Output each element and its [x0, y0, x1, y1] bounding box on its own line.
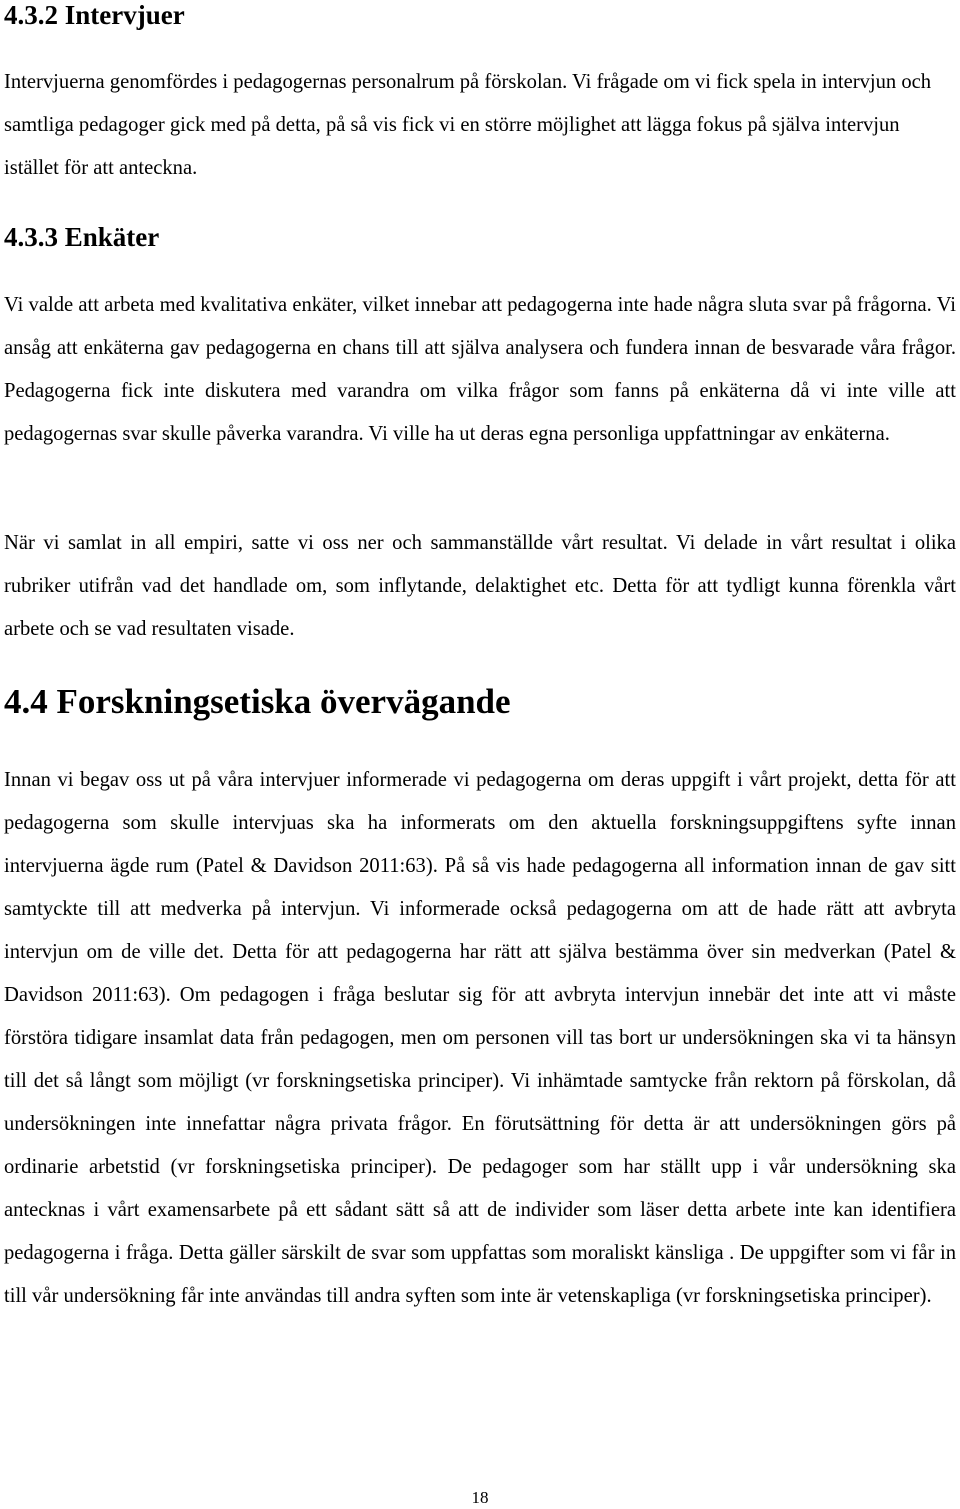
- paragraph-forskningsetik: Innan vi begav oss ut på våra intervjuer informerade vi pedagogerna om deras uppgift i vårt projekt, detta för att pedagogerna som skulle intervjuas ska ha informerats om den aktuella forskningsuppgiftens syfte innan intervjuerna ägde rum (Patel & Davidson 2011:63). På så vis hade pedagogerna all information innan de gav sitt samtyckte till att medverka på intervjun. Vi informerade också pedagogerna om att de hade rätt att avbryta intervjun om de ville det. Detta för att pedagogerna har rätt att själva bestämma över sin medverkan (Patel & Davidson 2011:63). Om pedagogen i fråga beslutar sig för att avbryta intervjun innebär det inte att vi måste förstöra tidigare insamlat data från pedagogen, men om personen vill tas bort ur undersökningen ska vi ta hänsyn till det så långt som möjligt (vr forskningsetiska principer). Vi inhämtade samtycke från rektorn på förskolan, då undersökningen inte innefattar några privata frågor. En förutsättning för detta är att undersökningen görs på ordinarie arbetstid (vr forskningsetiska principer). De pedagoger som har ställt upp i vår undersökning ska antecknas i vårt examensarbete på ett sådant sätt så att de individer som läser detta arbete inte kan identifiera pedagogerna i fråga. Detta gäller särskilt de svar som uppfattas som moraliskt känsliga . De uppgifter som vi får in till vår undersökning får inte användas till andra syften som inte är vetenskapliga (vr forskningsetiska principer).: [4, 769, 956, 1307]
- paragraph-enkater-2: När vi samlat in all empiri, satte vi oss ner och sammanställde vårt resultat. Vi delade in vårt resultat i olika rubriker utifrån vad det handlade om, som inflytande, delaktighet etc. Detta för att tydligt kunna förenkla vårt arbete och se vad resultaten visade.: [4, 532, 956, 640]
- paragraph-intervjuer: Intervjuerna genomfördes i pedagogernas personalrum på förskolan. Vi frågade om vi fick spela in intervjun och samtliga pedagoger gick med på detta, på så vis fick vi en större möjlighet att lägga fokus på själva intervjun istället för att anteckna.: [4, 71, 932, 179]
- heading-4-3-3: 4.3.3 Enkäter: [4, 222, 160, 252]
- paragraph-enkater-1: Vi valde att arbeta med kvalitativa enkäter, vilket innebar att pedagogerna inte hade några sluta svar på frågorna. Vi ansåg att enkäterna gav pedagogerna en chans till att själva analysera och fundera innan de besvarade våra frågor. Pedagogerna fick inte diskutera med varandra om vilka frågor som fanns på enkäterna då vi inte ville att pedagogernas svar skulle påverka varandra. Vi ville ha ut deras egna personliga uppfattningar av enkäterna.: [4, 294, 956, 445]
- heading-4-4: 4.4 Forskningsetiska övervägande: [4, 682, 511, 721]
- heading-4-3-2: 4.3.2 Intervjuer: [4, 0, 185, 30]
- page-number: 18: [471, 1488, 489, 1507]
